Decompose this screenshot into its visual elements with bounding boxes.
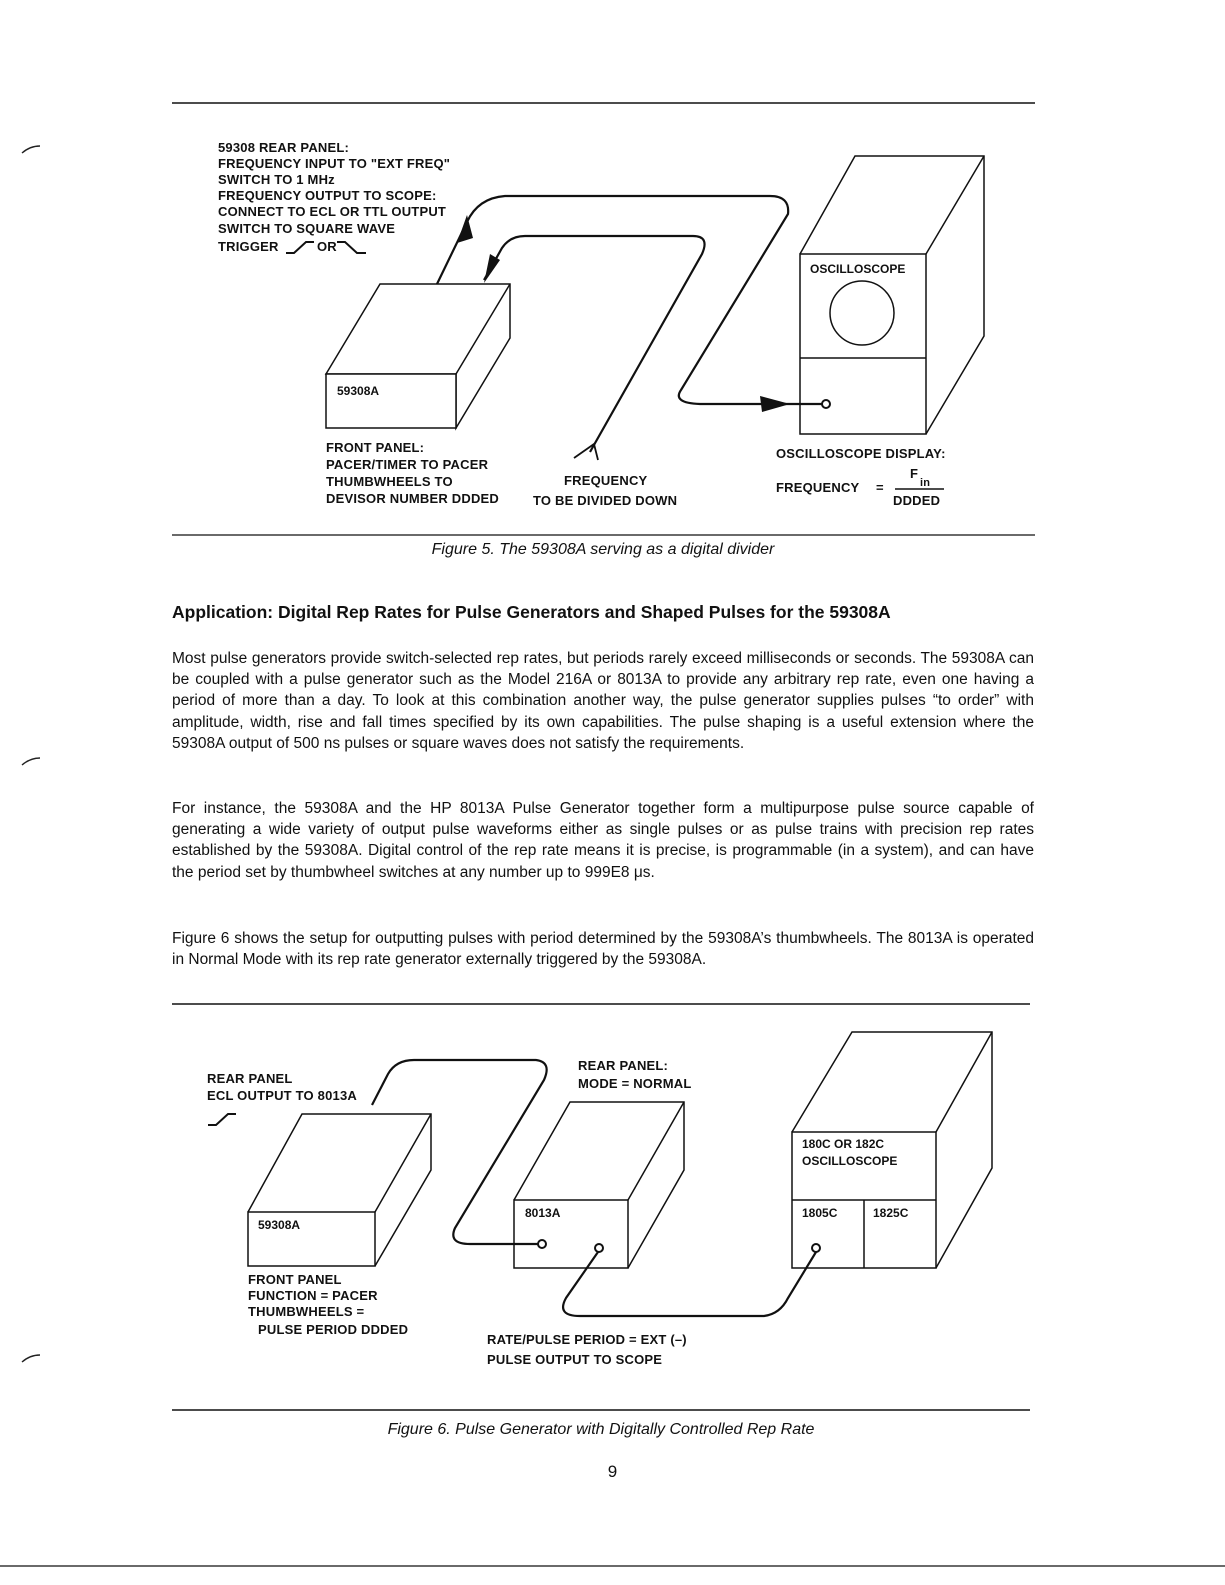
f6-plugin-right: 1825C bbox=[873, 1206, 909, 1220]
f6-pg-rear-line: MODE = NORMAL bbox=[578, 1076, 692, 1091]
f6-front-line: FUNCTION = PACER bbox=[248, 1288, 378, 1303]
f5-display-formula-label: FREQUENCY bbox=[776, 480, 860, 495]
margin-marks bbox=[22, 146, 40, 1362]
arrow-down-icon bbox=[484, 254, 500, 283]
f5-frequency-line: TO BE DIVIDED DOWN bbox=[533, 493, 678, 508]
f6-scope-input-connector bbox=[812, 1244, 820, 1252]
arrow-right-icon bbox=[760, 396, 790, 412]
f5-front-line: PACER/TIMER TO PACER bbox=[326, 457, 489, 472]
f5-scope-cable bbox=[437, 196, 822, 404]
f5-rear-line: TRIGGER bbox=[218, 239, 279, 254]
f6-front-line: PULSE PERIOD DDDED bbox=[258, 1322, 409, 1337]
arrow-up-icon bbox=[457, 215, 473, 243]
f5-front-line: THUMBWHEELS TO bbox=[326, 474, 453, 489]
f5-rear-line: FREQUENCY OUTPUT TO SCOPE: bbox=[218, 188, 437, 203]
f6-rear-panel-text bbox=[207, 1071, 357, 1103]
f5-display-title: OSCILLOSCOPE DISPLAY: bbox=[776, 446, 946, 461]
f6-pulse-output-connector bbox=[595, 1244, 603, 1252]
f6-scope-line: 180C OR 182C bbox=[802, 1137, 885, 1151]
f6-pulse-gen-label: 8013A bbox=[525, 1206, 561, 1220]
paragraph-1: Most pulse generators provide switch-selected rep rates, but periods rarely exceed milliseconds or seconds. The 59308A can be coupled with a pulse generator such as the Model 216A or 8013A to provide any arbitrary rep rate, even one having a period of more than a day. To look at this combination another way, the pulse generator supplies pulses “to order” with amplitude, width, rise and fall times specified by its own capabilities. The pulse shaping is a useful extension where the 59308A output of 500 ns pulses or square waves does not satisfy the requirements. bbox=[172, 650, 1034, 752]
f5-scope-input-connector bbox=[822, 400, 830, 408]
f6-rear-line: ECL OUTPUT TO 8013A bbox=[207, 1088, 357, 1103]
f5-display-numerator: F bbox=[910, 466, 919, 481]
figure6-caption: Figure 6. Pulse Generator with Digitally Controlled Rep Rate bbox=[387, 1421, 815, 1438]
f5-rear-line: OR bbox=[317, 239, 337, 254]
f5-oscilloscope bbox=[800, 156, 984, 434]
f5-display-denominator: DDDED bbox=[893, 493, 941, 508]
f5-scope-label: OSCILLOSCOPE bbox=[810, 262, 906, 276]
f5-display-equals: = bbox=[876, 480, 884, 495]
f6-rate-line: RATE/PULSE PERIOD = EXT (–) bbox=[487, 1332, 687, 1347]
f5-front-panel-text bbox=[326, 440, 946, 508]
f5-rear-line: FREQUENCY INPUT TO "EXT FREQ" bbox=[218, 156, 451, 171]
f5-rear-line: CONNECT TO ECL OR TTL OUTPUT bbox=[218, 204, 447, 219]
f6-rate-line: PULSE OUTPUT TO SCOPE bbox=[487, 1352, 663, 1367]
figure5-diagram bbox=[218, 140, 984, 508]
f5-display-numerator-sub: in bbox=[920, 477, 931, 489]
f5-frequency-cable bbox=[484, 236, 705, 452]
paragraph-3: Figure 6 shows the setup for outputting pulses with period determined by the 59308A’s thumbwheels. The 8013A is operated in Normal Mode with its rep rate generator externally triggered by the 59308A. bbox=[172, 930, 1034, 969]
f6-plugin-left: 1805C bbox=[802, 1206, 838, 1220]
f6-pulse-gen-rear-text bbox=[578, 1058, 691, 1091]
figure6-diagram bbox=[207, 1032, 992, 1367]
figure5-caption: Figure 5. The 59308A serving as a digital divider bbox=[431, 541, 775, 558]
f6-ext-input-connector bbox=[538, 1240, 546, 1248]
f5-rear-line: SWITCH TO 1 MHz bbox=[218, 172, 335, 187]
f5-rear-line: SWITCH TO SQUARE WAVE bbox=[218, 221, 396, 236]
figure5-rear-panel-text bbox=[218, 140, 450, 254]
f6-counter-box bbox=[248, 1114, 431, 1266]
f6-front-line: FRONT PANEL bbox=[248, 1272, 342, 1287]
f5-device-label: 59308A bbox=[337, 384, 380, 398]
f6-ecl-cable bbox=[372, 1060, 547, 1244]
section-heading: Application: Digital Rep Rates for Pulse Generators and Shaped Pulses for the 59308A bbox=[172, 602, 891, 622]
f6-scope-line: OSCILLOSCOPE bbox=[802, 1154, 898, 1168]
f5-front-line: DEVISOR NUMBER DDDED bbox=[326, 491, 500, 506]
f5-front-line: FRONT PANEL: bbox=[326, 440, 425, 455]
f5-rear-line: 59308 REAR PANEL: bbox=[218, 140, 350, 155]
f5-counter-box bbox=[326, 284, 510, 428]
f6-scope-cable bbox=[563, 1252, 816, 1316]
rising-edge-icon bbox=[286, 242, 314, 253]
falling-edge-icon bbox=[337, 242, 366, 253]
f6-pg-rear-line: REAR PANEL: bbox=[578, 1058, 669, 1073]
f6-device-label: 59308A bbox=[258, 1218, 301, 1232]
f6-scope-text bbox=[802, 1137, 909, 1220]
f6-front-line: THUMBWHEELS = bbox=[248, 1304, 365, 1319]
f5-frequency-line: FREQUENCY bbox=[564, 473, 648, 488]
rising-edge-icon bbox=[208, 1114, 236, 1125]
page-number: 9 bbox=[607, 1462, 618, 1481]
f5-probe-tip-icon bbox=[574, 444, 598, 460]
f6-front-panel-text bbox=[248, 1272, 687, 1367]
paragraph-2: For instance, the 59308A and the HP 8013A Pulse Generator together form a multipurpose pulse source capable of generating a wide variety of output pulse waveforms either as single pulses or as pulse trains with precision rep rates established by the 59308A. Digital control of the rep rate means it is precise, is programmable (in a system), and can have the period set by thumbwheel switches at any number up to 999E8 μs. bbox=[172, 800, 1034, 881]
f6-rear-line: REAR PANEL bbox=[207, 1071, 293, 1086]
